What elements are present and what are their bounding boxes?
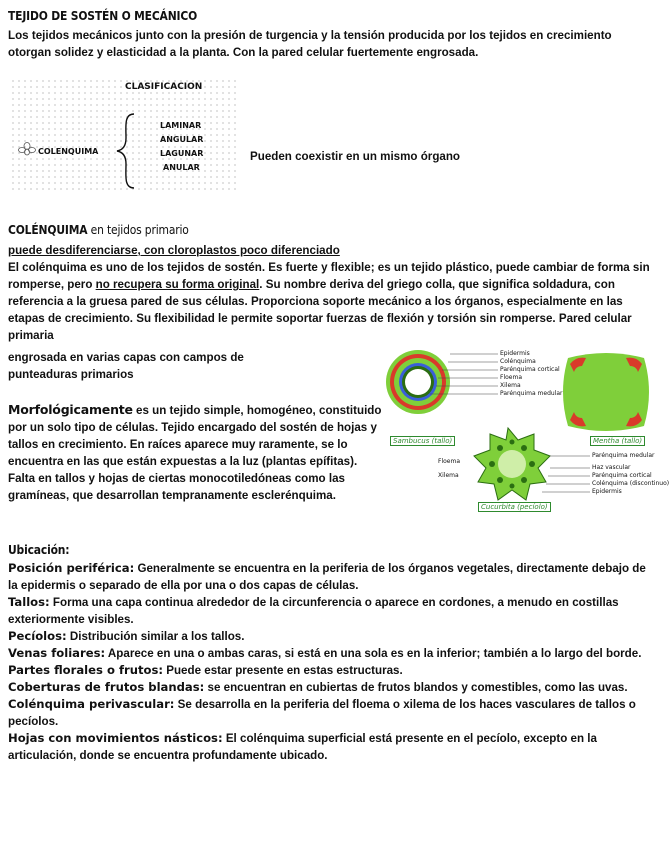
label-floema-left: Floema: [438, 458, 461, 465]
p1-text-a: El colénquima es uno de los tejidos de sostén. Es fuerte y flexible; es un tejido plástico, puede cambiar de forma sin romperse, pero: [8, 261, 650, 291]
morfologia-text: es un tejido simple, homogéneo, constituido por un solo tipo de células. Tejido encargado del sostén de hojas y tallos en crecimiento. En raíces aparece muy raramente, se lo encuentra en las que están expuestas a la luz (plantas epífitas). Falta en tallos y hojas de ciertas monocotiledóneas como las gramíneas, que desarrollan tempranamente esclerénquima.: [8, 404, 382, 502]
ubicacion-text: El colénquima superficial está presente en el pecíolo, excepto en la articulación, donde se encuentra profundamente ubicado.: [8, 732, 597, 762]
classification-diagram: [10, 78, 240, 190]
sambucus-section: [386, 350, 450, 414]
label-haz-vascular: Haz vascular: [592, 464, 631, 471]
ubicacion-term: Posición periférica:: [8, 561, 135, 575]
ubicacion-term: Hojas con movimientos násticos:: [8, 731, 223, 745]
ubicacion-term: Tallos:: [8, 595, 50, 609]
label-parenquima-medular-right: Parénquima medular: [592, 452, 655, 459]
classification-item-angular: ANGULAR: [160, 135, 204, 144]
label-parenquima-medular: Parénquima medular: [500, 390, 563, 397]
ubicacion-item: [8, 645, 653, 662]
ubicacion-term: Coberturas de frutos blandas:: [8, 680, 205, 694]
colenquima-subtitle: puede desdiferenciarse, con cloroplastos poco diferenciado: [8, 244, 340, 257]
classification-item-anular: ANULAR: [163, 163, 200, 172]
caption-sambucus: Sambucus (tallo): [390, 436, 455, 446]
ubicacion-term: Pecíolos:: [8, 629, 67, 643]
ubicacion-text: Se desarrolla en la periferia del floema o xilema de los haces vasculares de tallos o pecíolos.: [8, 698, 636, 728]
morfologia-paragraph: [8, 401, 383, 504]
ubicacion-text: Aparece en una o ambas caras, si está en una sola es en la inferior; también a lo largo del borde.: [105, 647, 642, 660]
mentha-section: [563, 353, 649, 431]
ubicacion-title: Ubicación:: [8, 542, 70, 557]
section-title-tejido-sosten: TEJIDO DE SOSTÉN O MECÁNICO: [8, 8, 198, 23]
cucurbita-section: [474, 428, 550, 500]
brace-icon: [114, 112, 136, 190]
label-colenquima: Colénquima: [500, 358, 536, 365]
ubicacion-item: [8, 560, 653, 594]
section-title-colenquima: [8, 222, 189, 237]
caption-mentha: Mentha (tallo): [590, 436, 645, 446]
p1-underlined: no recupera su forma original: [95, 278, 260, 291]
label-parenquima-cortical: Parénquima cortical: [500, 366, 560, 373]
ubicacion-text: Puede estar presente en estas estructuras.: [163, 664, 403, 677]
label-epidermis-right: Epidermis: [592, 488, 622, 495]
colenquima-paragraph-2: engrosada en varias capas con campos de punteaduras primarios: [8, 351, 244, 381]
ubicacion-term: Partes florales o frutos:: [8, 663, 164, 677]
classification-item-lagunar: LAGUNAR: [160, 149, 204, 158]
colenquima-root-label: COLENQUIMA: [38, 147, 99, 156]
colenquima-title-rest: en tejidos primario: [87, 222, 189, 237]
morfologia-title: Morfológicamente: [8, 402, 133, 417]
label-xilema-left: Xilema: [438, 472, 459, 479]
ubicacion-item: [8, 628, 653, 645]
ubicacion-term: Colénquima perivascular:: [8, 697, 175, 711]
label-floema: Floema: [500, 374, 523, 381]
ubicacion-text: Forma una capa continua alrededor de la circunferencia o aparece en cordones, a menudo en costillas exteriormente visibles.: [8, 596, 619, 626]
ubicacion-item: [8, 730, 653, 764]
colenquima-paragraph-1: [8, 259, 653, 344]
classification-note: Pueden coexistir en un mismo órgano: [250, 150, 461, 163]
ubicacion-item: [8, 679, 653, 696]
classification-title: CLASIFICACION: [125, 82, 203, 92]
ubicacion-item: [8, 594, 653, 628]
colenquima-title-bold: COLÉNQUIMA: [8, 222, 88, 237]
classification-item-laminar: LAMINAR: [160, 121, 202, 130]
label-epidermis: Epidermis: [500, 350, 530, 357]
ubicacion-list: [8, 560, 653, 764]
ubicacion-text: Distribución similar a los tallos.: [66, 630, 245, 643]
section-intro-text: Los tejidos mecánicos junto con la presión de turgencia y la tensión producida por los tejidos en crecimiento otorgan solidez y elasticidad a la planta. Con la pared celular fuertemente engrosada.: [8, 29, 612, 59]
ubicacion-text: Generalmente se encuentra en la periferia de los órganos vegetales, directamente debajo de la epidermis o separado de ella por una o dos capas de células.: [8, 562, 646, 592]
caption-cucurbita: Cucurbita (pecíolo): [478, 502, 551, 512]
ubicacion-term: Venas foliares:: [8, 646, 106, 660]
label-xilema: Xilema: [500, 382, 521, 389]
label-parenquima-cortical-right: Parénquima cortical: [592, 472, 652, 479]
ubicacion-item: [8, 662, 653, 679]
label-colenquima-discontinuo: Colénquima (discontinuo): [592, 480, 669, 487]
flower-icon: [18, 142, 36, 156]
p1-text-b: . Su nombre deriva del griego colla, que significa soldadura, con referencia a la gruesa pared de sus células. Proporciona soporte mecánico a los órganos, especialmente en las etapas de crecimiento. Su flexibilidad le permite soportar fuerzas de flexión y torsión sin romperse. Pared celular primaria: [8, 278, 632, 342]
ubicacion-text: se encuentran en cubiertas de frutos blandos y comestibles, como las uvas.: [204, 681, 628, 694]
colenquima-figure: [390, 344, 669, 514]
ubicacion-item: [8, 696, 653, 730]
